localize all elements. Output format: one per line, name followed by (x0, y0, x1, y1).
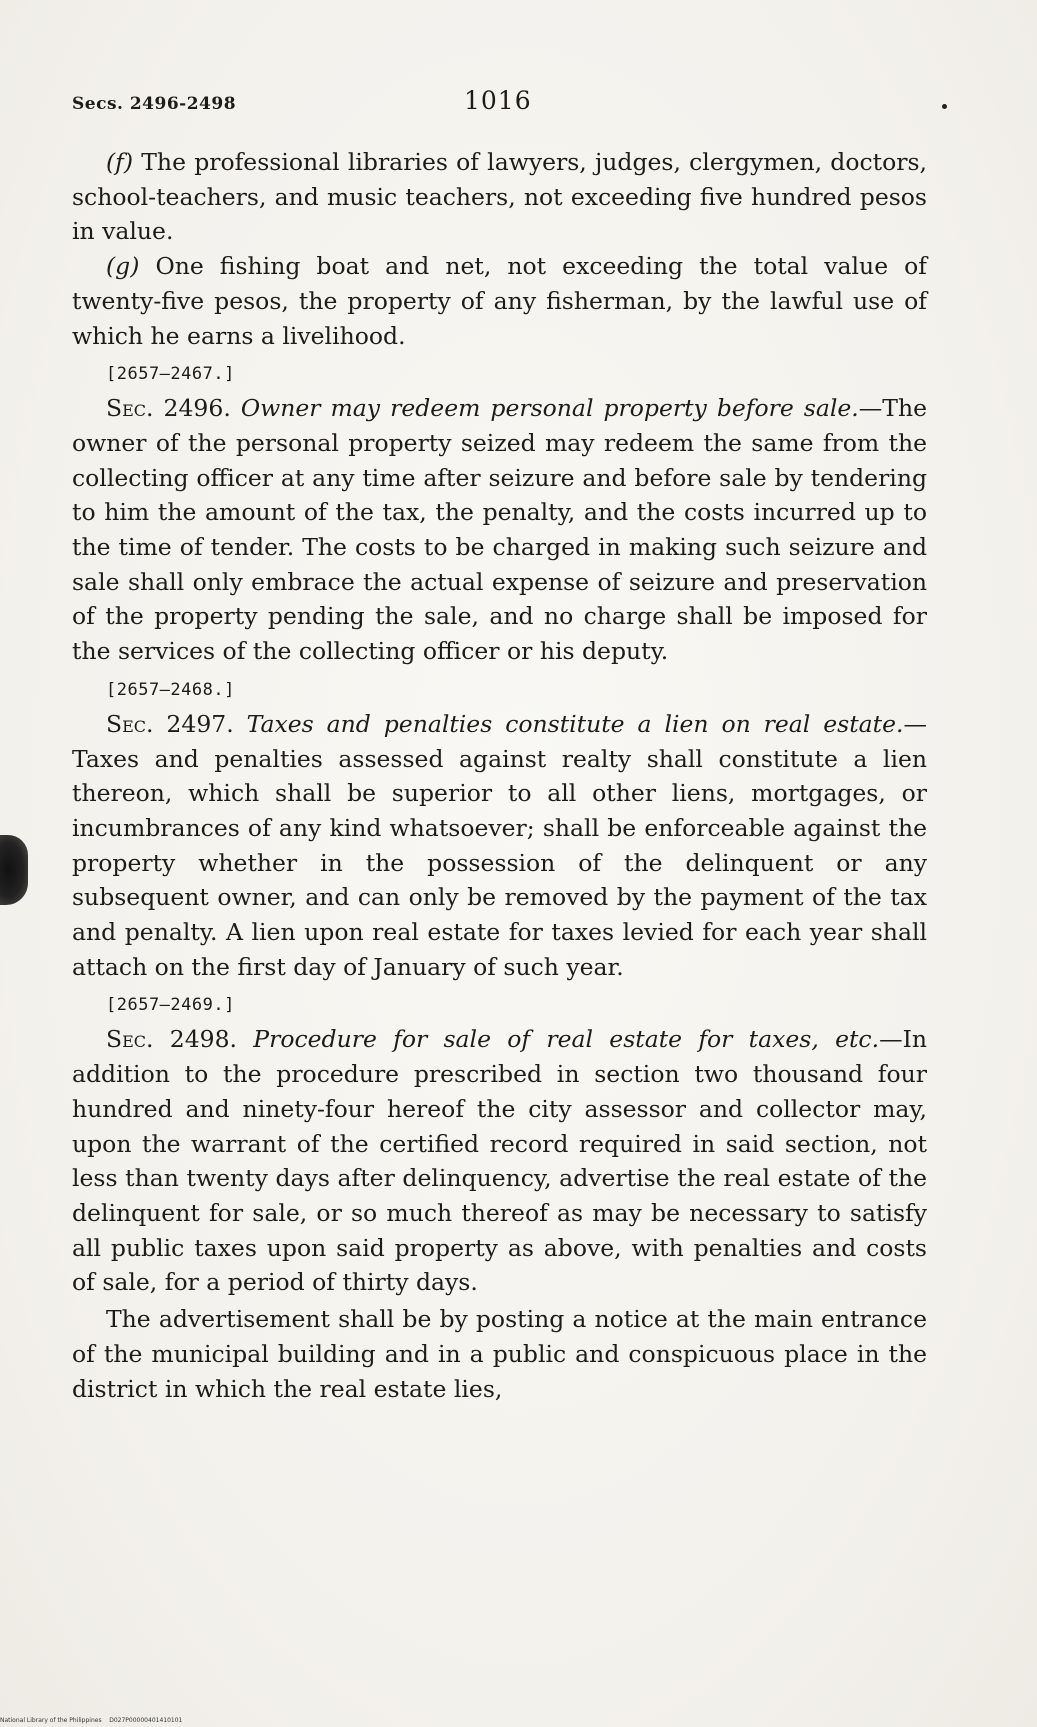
scanner-thumb-shadow (0, 835, 28, 905)
section-label: Sec. 2496. (106, 394, 231, 423)
citation-2498: [2657—2469.] (106, 995, 235, 1016)
advertisement-paragraph: The advertisement shall be by posting a notice at the main entrance of the municipal building and in a public and conspicuous place in the district in which the real estate lies, (72, 1305, 927, 1403)
footer-source: National Library of the Philippines (0, 1717, 102, 1724)
item-label-f: (f) (106, 148, 134, 176)
section-2498 (72, 1022, 927, 1300)
section-text: —Taxes and penalties assessed against realty shall constitute a lien thereon, which shall be superior to all other liens, mortgages, or incumbrances of any kind whatsoever; shall be enforceable against the property whether in the possession of the delinquent or any subsequent owner, and can only be removed by the payment of the tax and penalty. A lien upon real estate for taxes levied for each year shall attach on the first day of January of such year. (72, 709, 927, 981)
citation-2497: [2657—2468.] (106, 679, 235, 700)
page-number: 1016 (464, 86, 532, 115)
item-text-f: The professional libraries of lawyers, judges, clergymen, doctors, school-teachers, and music teachers, not exceeding five hundred pesos in value. (72, 148, 927, 246)
page-header (72, 86, 947, 126)
paragraph-f (72, 145, 927, 249)
section-label: Sec. 2497. (106, 709, 234, 738)
section-heading: Owner may redeem personal property before sale. (240, 394, 859, 423)
footer-id: D027P00000401410101 (109, 1717, 183, 1724)
section-heading: Taxes and penalties constitute a lien on real estate. (246, 709, 904, 738)
item-label-g: (g) (106, 252, 140, 281)
ink-speck (942, 104, 947, 109)
scan-footer (0, 1717, 182, 1724)
section-2497 (72, 707, 927, 985)
page-body (72, 145, 927, 1406)
paragraph-g (72, 249, 927, 353)
section-2496 (72, 391, 927, 669)
section-heading: Procedure for sale of real estate for taxes, etc. (253, 1025, 880, 1054)
section-label: Sec. 2498. (106, 1025, 238, 1054)
section-text: —In addition to the procedure prescribed in section two thousand four hundred and ninety-four hereof the city assessor and collector may, upon the warrant of the certified record required in said section, not less than twenty days after delinquency, advertise the real estate of the delinquent for sale, or so much thereof as may be necessary to satisfy all public taxes upon said property as above, with penalties and costs of sale, for a period of thirty days. (72, 1025, 927, 1297)
item-text-g: One fishing boat and net, not exceeding the total value of twenty-five pesos, the property of any fisherman, by the lawful use of which he earns a livelihood. (72, 252, 927, 350)
section-range: Secs. 2496-2498 (72, 94, 237, 114)
section-text: —The owner of the personal property seized may redeem the same from the collecting officer at any time after seizure and before sale by tendering to him the amount of the tax, the penalty, and the costs incurred up to the time of tender. The costs to be charged in making such seizure and sale shall only embrace the actual expense of seizure and preservation of the property pending the sale, and no charge shall be imposed for the services of the collecting officer or his deputy. (72, 394, 927, 666)
citation-2496: [2657—2467.] (106, 364, 235, 385)
